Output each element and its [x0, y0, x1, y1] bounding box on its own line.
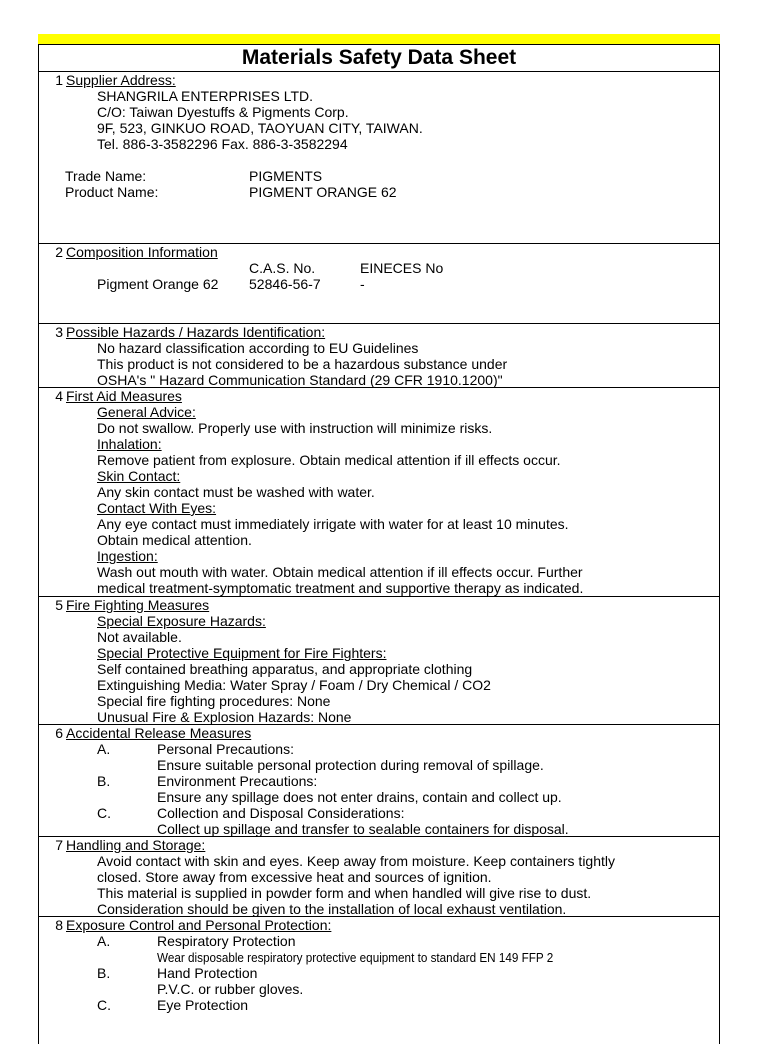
subheading: General Advice:: [97, 404, 196, 420]
section-number: 2: [55, 244, 63, 260]
item-text: Wear disposable respiratory protective equipment to standard EN 149 FFP 2: [157, 950, 554, 965]
paragraph: Wash out mouth with water. Obtain medical attention if ill effects occur. Further: [97, 564, 583, 580]
section-number: 5: [55, 597, 63, 613]
section-number: 1: [55, 72, 63, 88]
paragraph: This material is supplied in powder form and when handled will give rise to dust.: [97, 885, 592, 901]
section-number: 3: [55, 324, 63, 340]
section-heading: Possible Hazards / Hazards Identification:: [66, 324, 326, 340]
item-text: P.V.C. or rubber gloves.: [157, 981, 304, 997]
paragraph: Obtain medical attention.: [97, 532, 252, 548]
subheading: Special Exposure Hazards:: [97, 613, 266, 629]
item-letter: A.: [97, 933, 111, 949]
paragraph: Special fire fighting procedures: None: [97, 693, 331, 709]
paragraph: Consideration should be given to the installation of local exhaust ventilation.: [97, 901, 567, 917]
msds-table: [38, 44, 720, 1044]
paragraph: medical treatment-symptomatic treatment and supportive therapy as indicated.: [97, 580, 584, 596]
item-letter: B.: [97, 965, 111, 981]
section-supplier: [39, 72, 719, 244]
document-title: Materials Safety Data Sheet: [241, 46, 517, 69]
section-heading: Accidental Release Measures: [66, 725, 252, 741]
section-heading: Handling and Storage:: [66, 837, 206, 853]
item-title: Eye Protection: [157, 997, 249, 1013]
section-number: 4: [55, 388, 63, 404]
item-title: Environment Precautions:: [157, 773, 318, 789]
paragraph: Do not swallow. Properly use with instruction will minimize risks.: [97, 420, 493, 436]
cas-header: C.A.S. No.: [249, 260, 316, 276]
subheading: Special Protective Equipment for Fire Fighters:: [97, 645, 387, 661]
product-name-row: [39, 184, 719, 200]
section-number: 8: [55, 917, 63, 933]
subheading: Ingestion:: [97, 548, 158, 564]
company-name: SHANGRILA ENTERPRISES LTD.: [97, 88, 314, 104]
trade-name-label: Trade Name:: [65, 168, 147, 184]
substance-name: Pigment Orange 62: [97, 276, 219, 292]
company-address: 9F, 523, GINKUO ROAD, TAOYUAN CITY, TAIWAN.: [97, 120, 423, 136]
hazard-line: This product is not considered to be a hazardous substance under: [97, 356, 508, 372]
section-exposure-control: [39, 917, 719, 1027]
paragraph: closed. Store away from excessive heat and sources of ignition.: [97, 869, 492, 885]
section-hazards: [39, 324, 719, 388]
item-title: Respiratory Protection: [157, 933, 296, 949]
paragraph: Avoid contact with skin and eyes. Keep away from moisture. Keep containers tightly: [97, 853, 616, 869]
item-text: Ensure suitable personal protection during removal of spillage.: [157, 757, 544, 773]
section-fire-fighting: [39, 597, 719, 725]
trade-name-row: [39, 168, 719, 184]
hazard-line: OSHA's " Hazard Communication Standard (29 CFR 1910.1200)": [97, 372, 503, 388]
company-phone: Tel. 886-3-3582296 Fax. 886-3-3582294: [97, 136, 348, 152]
item-letter: A.: [97, 741, 111, 757]
paragraph: Not available.: [97, 629, 182, 645]
item-text: Collect up spillage and transfer to sealable containers for disposal.: [157, 821, 569, 837]
company-co: C/O: Taiwan Dyestuffs & Pigments Corp.: [97, 104, 349, 120]
section-number: 7: [55, 837, 63, 853]
trade-name-value: PIGMENTS: [249, 168, 323, 184]
subheading: Skin Contact:: [97, 468, 181, 484]
product-name-label: Product Name:: [65, 184, 159, 200]
einecs-number: -: [360, 276, 365, 292]
item-letter: C.: [97, 997, 111, 1013]
product-name-value: PIGMENT ORANGE 62: [249, 184, 397, 200]
section-handling-storage: [39, 837, 719, 917]
section-heading: First Aid Measures: [66, 388, 182, 404]
section-heading: Fire Fighting Measures: [66, 597, 210, 613]
item-letter: B.: [97, 773, 111, 789]
title-row: [39, 45, 719, 72]
paragraph: Self contained breathing apparatus, and appropriate clothing: [97, 661, 473, 677]
item-title: Collection and Disposal Considerations:: [157, 805, 405, 821]
paragraph: Unusual Fire & Explosion Hazards: None: [97, 709, 352, 725]
item-letter: C.: [97, 805, 111, 821]
einecs-header: EINECES No: [360, 260, 444, 276]
section-number: 6: [55, 725, 63, 741]
paragraph: Any skin contact must be washed with water.: [97, 484, 375, 500]
section-composition: [39, 244, 719, 324]
section-heading: Exposure Control and Personal Protection:: [66, 917, 332, 933]
item-title: Personal Precautions:: [157, 741, 294, 757]
section-heading: Composition Information: [66, 244, 218, 260]
subheading: Inhalation:: [97, 436, 162, 452]
hazard-line: No hazard classification according to EU Guidelines: [97, 340, 419, 356]
paragraph: Extinguishing Media: Water Spray / Foam / Dry Chemical / CO2: [97, 677, 491, 693]
yellow-header-bar: [38, 34, 720, 44]
section-first-aid: [39, 388, 719, 597]
paragraph: Any eye contact must immediately irrigate with water for at least 10 minutes.: [97, 516, 569, 532]
section-accidental-release: [39, 725, 719, 837]
item-title: Hand Protection: [157, 965, 258, 981]
subheading: Contact With Eyes:: [97, 500, 217, 516]
paragraph: Remove patient from explosure. Obtain medical attention if ill effects occur.: [97, 452, 561, 468]
cas-number: 52846-56-7: [249, 276, 321, 292]
item-text: Ensure any spillage does not enter drains, contain and collect up.: [157, 789, 562, 805]
section-heading: Supplier Address:: [66, 72, 176, 88]
